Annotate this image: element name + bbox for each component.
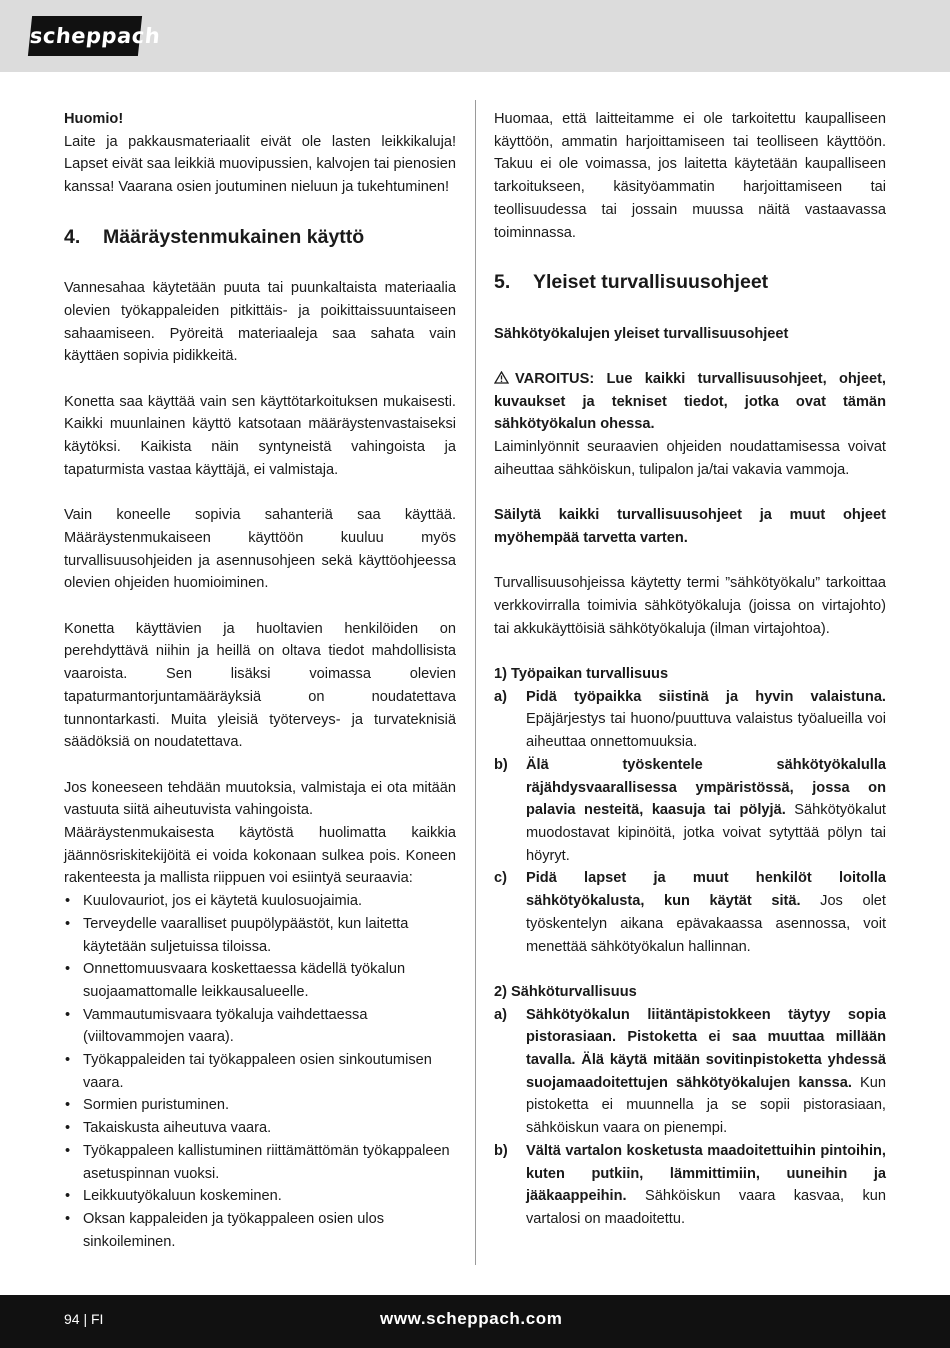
paragraph: Vain koneelle sopivia sahanteriä saa käyttää. Määräystenmukaiseen käyttöön kuuluu myös turvallisuusohjeiden ja asennusohjeen sekä käyttöohjeessa olevien ohjeiden huomioiminen. [64, 507, 456, 592]
list-label: a) [494, 688, 507, 705]
warning-triangle-icon [494, 371, 509, 384]
section-5-heading [494, 270, 886, 294]
list-item: • Terveydelle vaaralliset puupölypäästöt, kun laitetta käytetään suljetuissa tiloissa. [64, 913, 456, 958]
list-item-bold: Vältä vartalon kosketusta maadoitettuihin pintoihin, kuten putkiin, lämmittimiin, uuneihin ja jääkaappeihin. [526, 1142, 886, 1205]
list-item [494, 754, 886, 868]
subsection-title: 2) Sähköturvallisuus [494, 983, 637, 1000]
paragraph: Jos koneeseen tehdään muutoksia, valmistaja ei ota mitään vastuuta siitä aiheutuvista vahingoista. [64, 779, 456, 819]
warning-text: Laiminlyönnit seuraavien ohjeiden noudattamisessa voivat aiheuttaa sähköiskun, tulipalon ja/tai vakavia vammoja. [494, 439, 886, 478]
paragraph: Konetta käyttävien ja huoltavien henkilöiden on perehdyttävä niihin ja heillä on oltava tiedot mahdollisista vaaroista. Sen lisäksi voimassa olevien tapaturmantorjuntamääräyksiä on noudatettava tunnontarkasti. Muita yleisiä työterveys- ja turvateknisiä säädöksiä on noudatettava. [64, 620, 456, 751]
page-header [0, 0, 950, 72]
paragraph: Turvallisuusohjeissa käytetty termi ”sähkötyökalu” tarkoittaa verkkovirralla toimivia sähkötyökaluja (joissa on virtajohto) tai akkukäyttöisiä sähkötyökaluja (ilman virtajohtoa). [494, 575, 886, 637]
list-item-text: Epäjärjestys tai huono/puuttuva valaistus työalueilla voi aiheuttaa onnettomuuksia. [526, 711, 886, 751]
section-4-heading [64, 225, 456, 249]
list-item [494, 1140, 886, 1231]
list-item-bold: Pidä työpaikka siistinä ja hyvin valaistuna. [526, 688, 886, 705]
list-item: • Työkappaleiden tai työkappaleen osien sinkoutumisen vaara. [64, 1049, 456, 1094]
section-title: Yleiset turvallisuusohjeet [533, 270, 769, 293]
list-item: • Onnettomuusvaara koskettaessa kädellä työkalun suojaamattomalle leikkausalueelle. [64, 958, 456, 1003]
column-divider [475, 100, 476, 1265]
list-item [494, 867, 886, 958]
paragraph: Huomaa, että laitteitamme ei ole tarkoitettu kaupalliseen käyttöön, ammatin harjoittamiseen tai teolliseen käyttöön. Takuu ei ole voimassa, jos laitetta käytetään kaupalliseen tarkoitukseen, käsityöammatin harjoittamiseen tai teollisuudessa tai jossain muussa näitä vastaavassa toiminnassa. [494, 111, 886, 241]
keep-instructions: Säilytä kaikki turvallisuusohjeet ja muut ohjeet myöhempää tarvetta varten. [494, 507, 886, 546]
left-column [64, 108, 456, 1253]
list-label: b) [494, 1142, 508, 1159]
right-column [494, 108, 886, 1231]
list-item-text: Sähköiskun vaara kasvaa, kun vartalosi on maadoitettu. [526, 1188, 886, 1227]
list-item: • Takaiskusta aiheutuva vaara. [64, 1117, 456, 1140]
list-item-text: Jos olet työskentelyn aikana epävakaassa asennossa, voit menettää sähkötyökalun hallinnan. [526, 893, 886, 955]
notice-text: Laite ja pakkausmateriaalit eivät ole lasten leikkikaluja! Lapset eivät saa leikkiä muovipussien, kalvojen tai pienosien kanssa! Vaarana osien joutuminen nieluun ja tukehtuminen! [64, 133, 456, 196]
page-number: 94 | FI [64, 1311, 104, 1327]
list-item: • Kuulovauriot, jos ei käytetä kuulosuojaimia. [64, 890, 456, 913]
warning-text-bold: VAROITUS: Lue kaikki turvallisuusohjeet, ohjeet, kuvaukset ja tekniset tiedot, jotka ovat tämän sähkötyökalun ohessa. [494, 370, 886, 433]
list-item-bold: Pidä lapset ja muut henkilöt loitolla sähkötyökalusta, kun käytät sitä. [526, 870, 886, 910]
list-item: • Leikkuutyökaluun koskeminen. [64, 1185, 456, 1208]
list-item-text: Kun pistoketta ei muunnella ja se sopii pistorasiaan, sähköiskun vaara on pienempi. [526, 1074, 886, 1137]
list-label: b) [494, 756, 508, 773]
subsection-title: 1) Työpaikan turvallisuus [494, 666, 669, 683]
list-item [494, 686, 886, 754]
list-item: • Työkappaleen kallistuminen riittämättömän työkappaleen asetuspinnan vuoksi. [64, 1140, 456, 1185]
list-label: a) [494, 1006, 507, 1023]
list-item: • Oksan kappaleiden ja työkappaleen osien ulos sinkoileminen. [64, 1208, 456, 1253]
section-title: Määräystenmukainen käyttö [103, 225, 365, 248]
residual-risk-list [64, 890, 456, 1253]
page-footer [0, 1295, 950, 1348]
scheppach-logo: scheppach [28, 16, 142, 56]
list-item: • Vammautumisvaara työkaluja vaihdettaessa (viiltovammojen vaara). [64, 1004, 456, 1049]
list-item [494, 1004, 886, 1140]
paragraph: Määräystenmukaisesta käytöstä huolimatta kaikkia jäännösriskitekijöitä ei voida kokonaan sulkea pois. Koneen rakenteesta ja mallista riippuen voi esiintyä seuraavia: [64, 825, 456, 887]
paragraph: Konetta saa käyttää vain sen käyttötarkoituksen mukaisesti. Kaikki muunlainen käyttö katsotaan määräystenvastaiseksi käytöksi. Kaikista näin syntyneistä vahingoista ja tapaturmista vastaa käyttäjä, ei valmistaja. [64, 393, 456, 478]
notice-title: Huomio! [64, 111, 124, 127]
list-item-text: Sähkötyökalut muodostavat kipinöitä, jotka voivat sytyttää pölyn tai höyryt. [526, 802, 886, 864]
section-number: 5. [494, 270, 511, 293]
website-url: www.scheppach.com [380, 1309, 563, 1328]
warning-heading [494, 368, 886, 436]
paragraph: Vannesahaa käytetään puuta tai puunkaltaista materiaalia olevien työkappaleiden pitkittäis- ja poikittaissuuntaiseen sahaamiseen. Pyöreitä materiaaleja saa sahata vain käyttäen sopivia pidikkeitä. [64, 280, 456, 365]
subsection-title: Sähkötyökalujen yleiset turvallisuusohjeet [494, 325, 789, 342]
list-item-bold: Sähkötyökalun liitäntäpistokkeen täytyy sopia pistorasiaan. Pistoketta ei saa muuttaa millään tavalla. Älä käytä mitään sovitinpistoketta yhdessä suojamaadoitettujen sähkötyökalujen kanssa. [526, 1006, 886, 1091]
list-label: c) [494, 870, 507, 887]
list-item: • Sormien puristuminen. [64, 1094, 456, 1117]
list-item-bold: Älä työskentele sähkötyökalulla räjähdysvaarallisessa ympäristössä, jossa on palavia nesteitä, kaasuja tai pölyjä. [526, 756, 886, 819]
section-number: 4. [64, 225, 81, 248]
